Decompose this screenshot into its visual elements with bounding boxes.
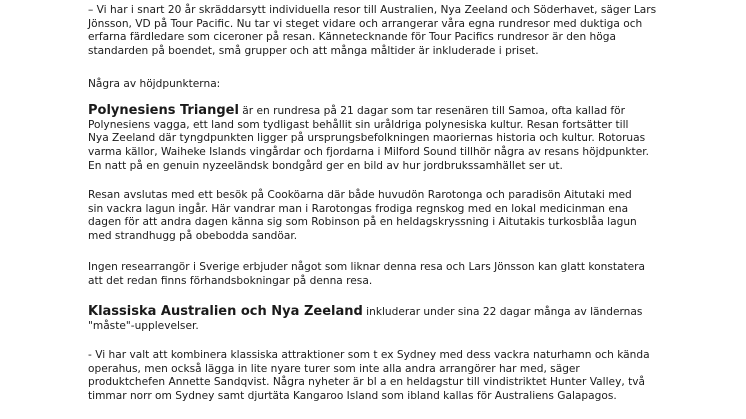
heading-polynesiens-triangel: Polynesiens Triangel bbox=[88, 103, 239, 118]
paragraph-polynesiens-triangel bbox=[88, 104, 650, 174]
paragraph-combine: - Vi har valt att kombinera klassiska attraktioner som t ex Sydney med dess vackra naturhamn och kända operahus, men också lägga in lite nyare turer som inte alla andra arrangörer har med, säger produktchefen Annette Sandqvist. Några nyheter är bl a en heldagstur till vindistriktet Hunter Valley, två timmar norr om Sydney samt djurtäta Kangaroo Island som ibland kallas för Australiens Galapagos. bbox=[88, 349, 650, 403]
paragraph-unique: Ingen researrangör i Sverige erbjuder något som liknar denna resa och Lars Jönsson kan glatt konstatera att det redan finns förhandsbokningar på denna resa. bbox=[88, 261, 645, 287]
text-polynesiens-triangel: är en rundresa på 21 dagar som tar resenären till Samoa, ofta kallad för Polynesiens vagga, ett land som tydligast behållit sin uråldriga polynesiska kultur. Resan fortsätter till Nya Zeeland där tyngdpunkten ligger på ursprungsbefolkningen maoriernas historia och kultur. Rotoruas varma källor, Waiheke Islands vingårdar och fjordarna i Milford Sound tillhör några av resans höjdpunkter. En natt på en genuin nyzeeländsk bondgård ger en bild av hur jordbrukssamhället ser ut. bbox=[88, 105, 649, 172]
paragraph-intro: – Vi har i snart 20 år skräddarsytt individuella resor till Australien, Nya Zeeland och Söderhavet, säger Lars Jönsson, VD på Tour Pacific. Nu tar vi steget vidare och arrangerar våra egna rundresor med duktiga och erfarna färdledare som ciceroner på resan. Kännetecknande för Tour Pacifics rundresor är den höga standarden på boendet, små grupper och att många måltider är inkluderade i priset. bbox=[88, 4, 657, 58]
text-klassiska-australien: inkluderar under sina 22 dagar många av ländernas "måste"-upplevelser. bbox=[88, 306, 643, 332]
paragraph-cookoarna: Resan avslutas med ett besök på Cooköarna där både huvudön Rarotonga och paradisön Aitutaki med sin vackra lagun ingår. Här vandrar man i Rarotongas frodiga regnskog med en lokal medicinman ena dagen för att andra dagen känna sig som Robinson på en heldagskryssning i Aitutakis turkosblåa lagun med strandhugg på obebodda sandöar. bbox=[88, 189, 637, 243]
paragraph-klassiska-australien bbox=[88, 305, 650, 333]
heading-klassiska-australien: Klassiska Australien och Nya Zeeland bbox=[88, 304, 363, 319]
paragraph-highlights-intro: Några av höjdpunkterna: bbox=[88, 78, 221, 90]
